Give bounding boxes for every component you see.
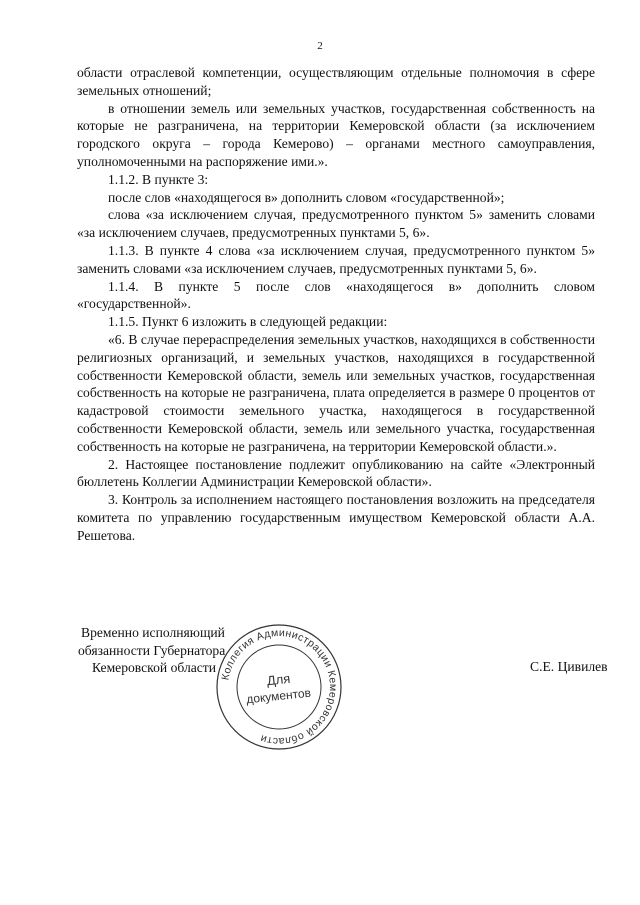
- seal-stamp: [214, 622, 344, 752]
- paragraph-1-1-3: 1.1.3. В пункте 4 слова «за исключением случая, предусмотренного пунктом 5» заменить словами «за исключением случаев, предусмотренных пунктами 5, 6».: [77, 242, 595, 276]
- seal-center-line2: документов: [245, 685, 312, 707]
- paragraph-point-6: «6. В случае перераспределения земельных участков, находящихся в собственности религиозных организаций, и земельных участков, находящихся в государственной собственности Кемеровской области, земель или земельных участков, государственная собственность на которые не разграничена, плата определяется в размере 0 процентов от кадастровой стоимости земельного участка, находящегося в государственной собственности Кемеровской области, земель или земельного участка, государственная собственность на которые не разграничена, на территории Кемеровской области.».: [77, 331, 595, 454]
- page-number: 2: [317, 40, 323, 52]
- seal-ring-text: Коллегия Администрации Кемеровской области: [219, 626, 340, 748]
- document-body: [77, 64, 595, 545]
- paragraph-1-1-2: 1.1.2. В пункте 3:: [108, 171, 209, 187]
- paragraph-after-words: после слов «находящегося в» дополнить словом «государственной»;: [108, 189, 505, 205]
- signatory-title-line3: Кемеровской области: [92, 660, 217, 675]
- seal-center-line1: Для: [266, 670, 291, 689]
- signatory-title: [78, 624, 225, 677]
- paragraph-1-1-5: 1.1.5. Пункт 6 изложить в следующей редакции:: [108, 314, 388, 330]
- paragraph-lands: в отношении земель или земельных участков, государственная собственность на которые не разграничена, на территории Кемеровской области (за исключением городского округа – города Кемерово) – органами местного самоуправления, уполномоченными на распоряжение ими.».: [77, 100, 595, 169]
- signatory-name: С.Е. Цивилев: [530, 659, 608, 674]
- paragraph-3-control: 3. Контроль за исполнением настоящего постановления возложить на председателя комитета по управлению государственным имуществом Кемеровской области А.А. Решетова.: [77, 492, 595, 543]
- paragraph-continuation: области отраслевой компетенции, осуществляющим отдельные полномочия в сфере земельных отношений;: [77, 65, 595, 98]
- signatory-title-line2: обязанности Губернатора: [78, 642, 226, 658]
- signatory-title-line1: Временно исполняющий: [81, 625, 225, 640]
- paragraph-words-replace: слова «за исключением случая, предусмотренного пунктом 5» заменить словами «за исключением случаев, предусмотренных пунктами 5, 6».: [77, 207, 595, 241]
- paragraph-2-publish: 2. Настоящее постановление подлежит опубликованию на сайте «Электронный бюллетень Коллегии Администрации Кемеровской области».: [77, 456, 595, 490]
- paragraph-1-1-4: 1.1.4. В пункте 5 после слов «находящегося в» дополнить словом «государственной».: [77, 278, 595, 312]
